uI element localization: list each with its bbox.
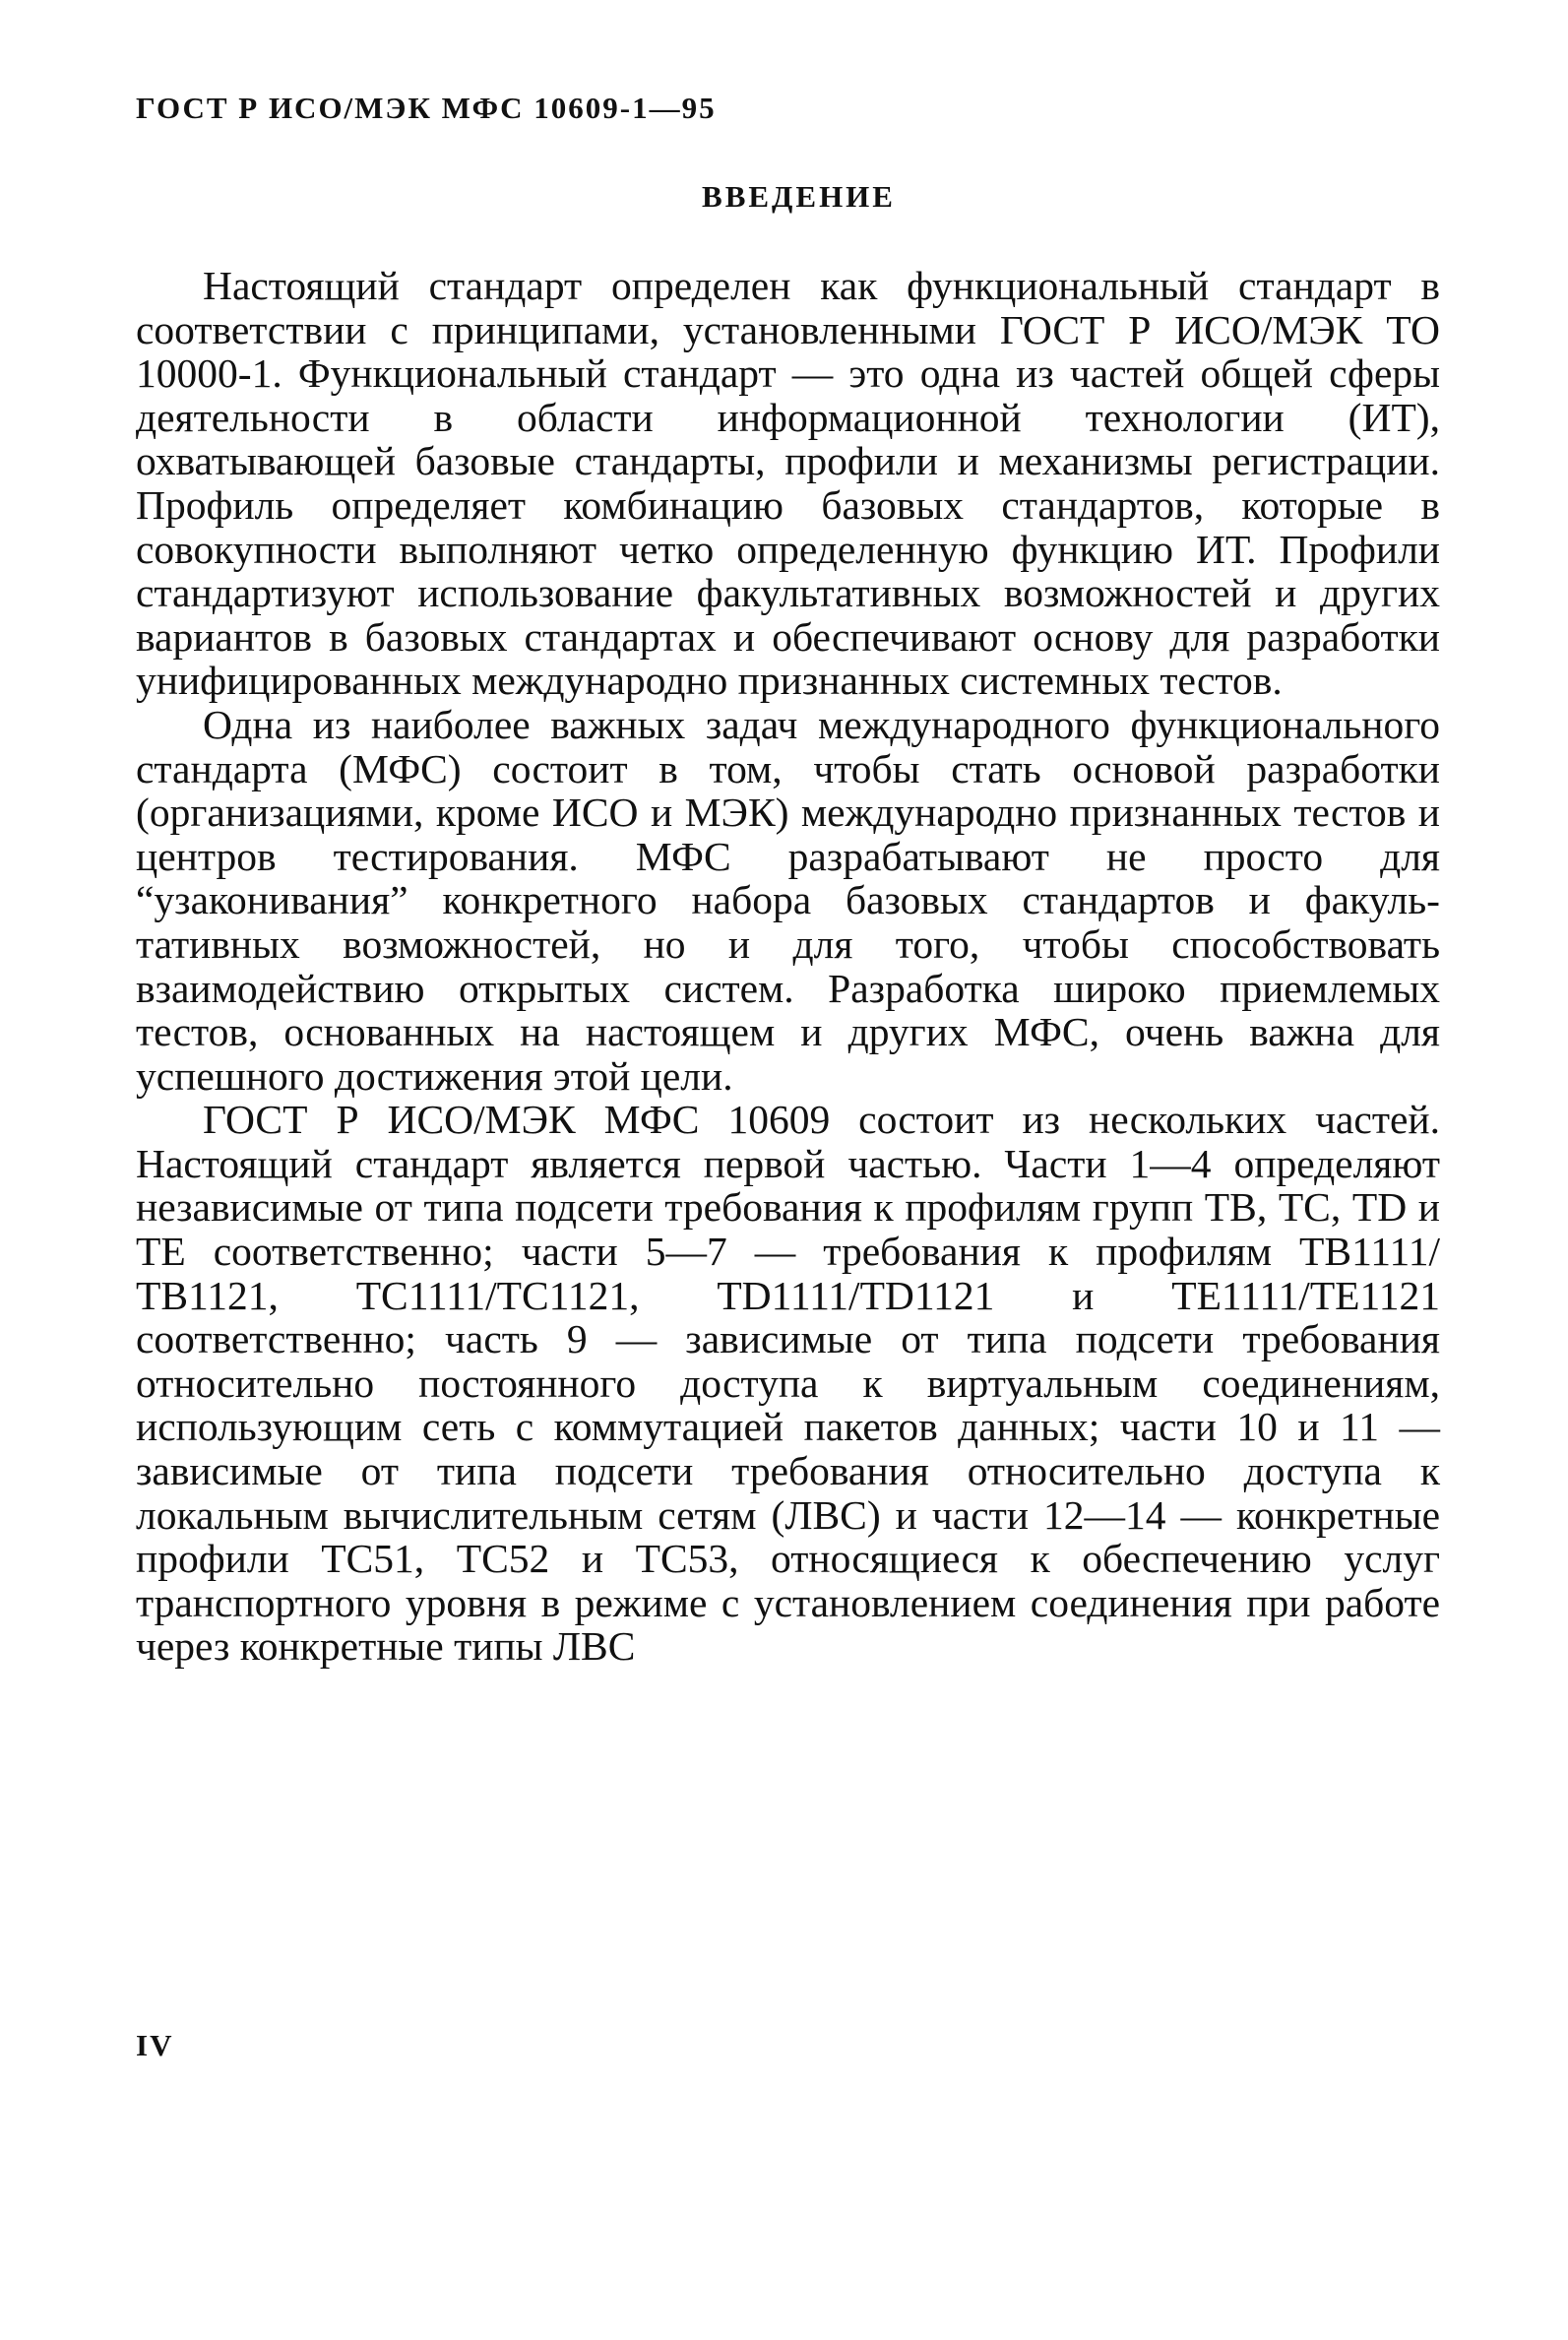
paragraph-2: Одна из наиболее важных задач международного функционального стандарта (МФС) состоит в том, чтобы стать основой разработки (организациями, кроме ИСО и МЭК) международно признанных тестов и центров тестирования. МФС разрабатывают не просто для “узаконивания” конкретного набора базовых стандартов и факультативных возможностей, но и для того, чтобы способствовать взаимодействию открытых систем. Разработка широко приемлемых тестов, основанных на настоящем и других МФС, очень важна для успешного достижения этой цели.: [136, 701, 1440, 1099]
paragraph-3: ГОСТ Р ИСО/МЭК МФС 10609 состоит из нескольких частей. Настоящий стандарт является первой частью. Части 1—4 определяют независимые от типа подсети требования к профилям групп ТВ, ТС, TD и ТЕ соответственно; части 5—7 — требования к профилям ТВ1111/ТВ1121, ТС1111/ТС1121, TD1111/TD1121 и ТЕ1111/ТЕ1121 соответственно; часть 9 — зависимые от типа подсети требования относительно постоянного доступа к виртуальным соединениям, использующим сеть с коммутацией пакетов данных; части 10 и 11 — зависимые от типа подсети требования относительно доступа к локальным вычислительным сетям (ЛВС) и части 12—14 — конкретные профили ТС51, ТС52 и ТС53, относящиеся к обеспечению услуг транспортного уровня в режиме с установлением соединения при работе через конкретные типы ЛВС: [136, 1097, 1440, 1670]
section-title: ВВЕДЕНИЕ: [702, 179, 896, 214]
paragraph-1: Настоящий стандарт определен как функциональный стандарт в соответствии с принципами, установленными ГОСТ Р ИСО/МЭК ТО 10000-1. Функциональный стандарт — это одна из частей общей сферы деятельности в области информационной технологии (ИТ), охватывающей базовые стандарты, профили и механизмы регистрации. Профиль определяет комбинацию базовых стандартов, которые в совокупности выполняют четко определенную функцию ИТ. Профили стандартизуют использование факультативных возможностей и других вариантов в базовых стандартах и обеспечивают основу для разработки унифицированных международно признанных системных тестов.: [136, 263, 1440, 704]
running-header: ГОСТ Р ИСО/МЭК МФС 10609-1—95: [136, 91, 717, 125]
page-number: IV: [136, 2028, 174, 2062]
body-text: [136, 264, 1440, 1669]
